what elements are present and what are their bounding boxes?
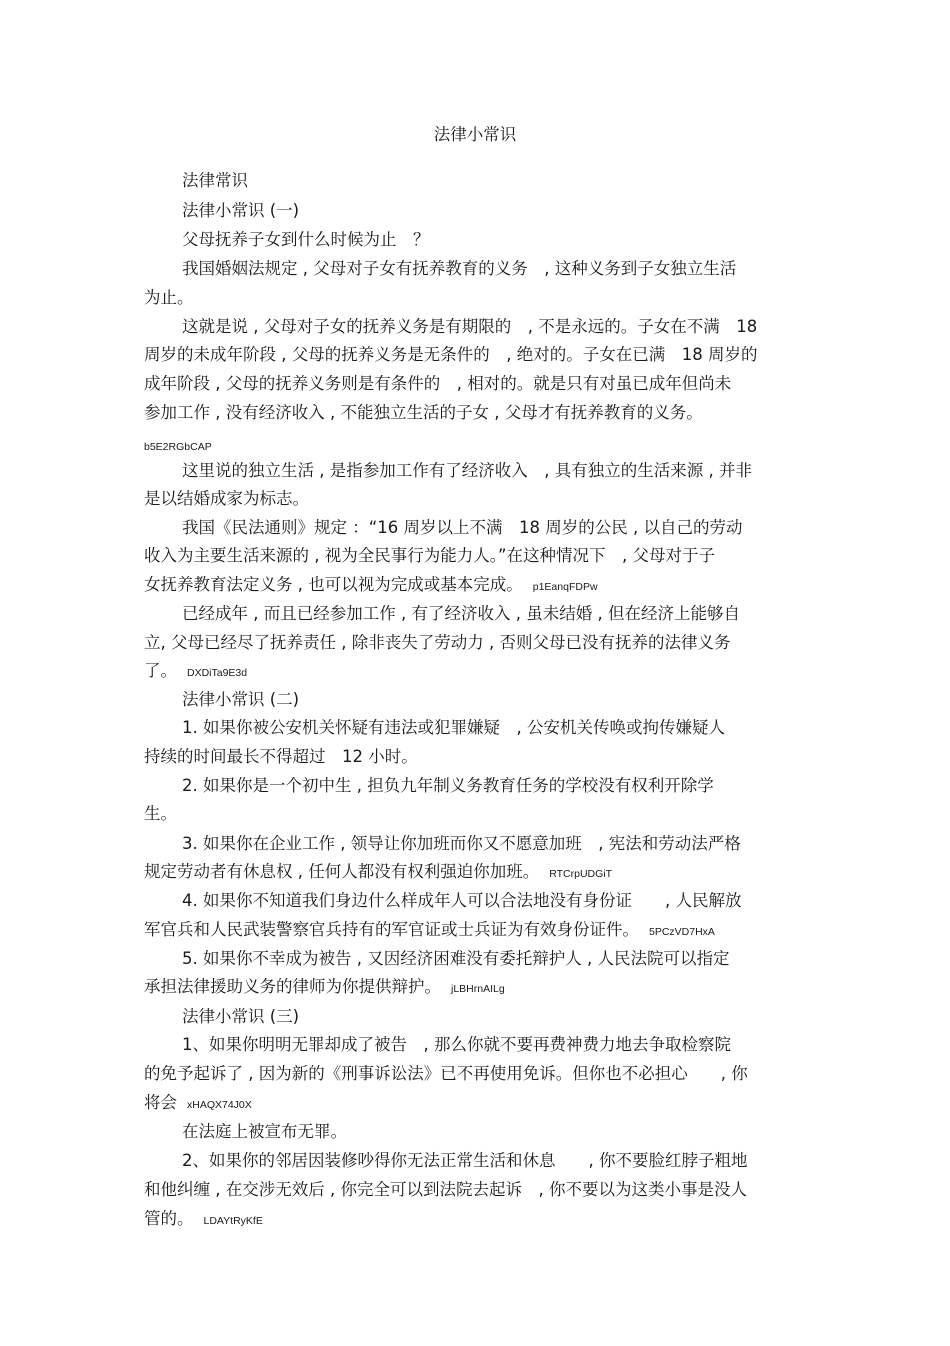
list-item-cont	[144, 972, 814, 1001]
watermark-code: jLBHrnAILg	[451, 983, 505, 995]
line-text: 女抚养教育法定义务 , 也可以视为完成或基本完成。	[144, 575, 523, 594]
list-item-cont: 持续的时间最长不得超过 12 小时。	[144, 747, 418, 766]
section-heading: 法律常识	[182, 171, 248, 190]
watermark-code: DXDiTa9E3d	[187, 667, 248, 679]
subsection-heading: 法律小常识 (三)	[182, 1007, 300, 1026]
paragraph-line: 我国《民法通则》规定 ：“16 周岁以上不满 18 周岁的公民 , 以自己的劳动	[182, 518, 743, 537]
line-text: 将会	[144, 1093, 177, 1112]
paragraph-line: 我国婚姻法规定 , 父母对子女有抚养教育的义务 , 这种义务到子女独立生活	[182, 259, 737, 278]
paragraph-line: 已经成年 , 而且已经参加工作 , 有了经济收入 , 虽未结婚 , 但在经济上能够自	[182, 604, 740, 623]
list-item-cont	[144, 1204, 814, 1233]
watermark-code: 5PCzVD7HxA	[649, 926, 715, 938]
watermark-code: RTCrpUDGiT	[549, 868, 613, 880]
watermark-code: p1EanqFDPw	[532, 581, 598, 593]
subsection-heading: 法律小常识 (二)	[182, 690, 300, 709]
paragraph-line: 立, 父母已经尽了抚养责任 , 除非丧失了劳动力 , 否则父母已没有抚养的法律义务	[144, 633, 731, 652]
line-text: 军官兵和人民武装警察官兵持有的军官证或士兵证为有效身份证件。	[144, 920, 639, 939]
list-item: 4. 如果你不知道我们身边什么样成年人可以合法地没有身份证 , 人民解放	[182, 891, 742, 910]
watermark-code: LDAYtRyKfE	[203, 1215, 263, 1227]
list-item: 3. 如果你在企业工作 , 领导让你加班而你又不愿意加班 , 宪法和劳动法严格	[182, 834, 741, 853]
list-item-cont: 在法庭上被宣布无罪。	[182, 1122, 347, 1141]
watermark-code: xHAQX74J0X	[187, 1099, 252, 1111]
paragraph-line: 这里说的独立生活 , 是指参加工作有了经济收入 , 具有独立的生活来源 , 并非	[182, 461, 752, 480]
paragraph-line: 这就是说 , 父母对子女的抚养义务是有期限的 , 不是永远的。子女在不满 18	[182, 317, 758, 336]
paragraph-line: 成年阶段 , 父母的抚养义务则是有条件的 , 相对的。就是只有对虽已成年但尚未	[144, 374, 732, 393]
watermark-code: b5E2RGbCAP	[144, 441, 212, 453]
line-text: 规定劳动者有休息权 , 任何人都没有权利强迫你加班。	[144, 862, 540, 881]
list-item-cont: 的免予起诉了 , 因为新的《刑事诉讼法》已不再使用免诉。但你也不必担心 , 你	[144, 1064, 748, 1083]
list-item-cont: 生。	[144, 804, 177, 823]
list-item: 2. 如果你是一个初中生 , 担负九年制义务教育任务的学校没有权利开除学	[182, 776, 714, 795]
list-item: 1. 如果你被公安机关怀疑有违法或犯罪嫌疑 , 公安机关传唤或拘传嫌疑人	[182, 718, 725, 737]
line-text: 管的。	[144, 1209, 194, 1228]
line-text: 承担法律援助义务的律师为你提供辩护。	[144, 977, 441, 996]
paragraph-line	[144, 430, 814, 459]
page-title: 法律小常识	[433, 125, 517, 144]
paragraph-line: 是以结婚成家为标志。	[144, 489, 309, 508]
subsection-heading: 法律小常识 (一)	[182, 201, 300, 220]
paragraph-line: 收入为主要生活来源的 , 视为全民事行为能力人。”在这种情况下 , 父母对于子	[144, 546, 716, 565]
list-item-cont	[144, 857, 814, 886]
list-item-cont: 和他纠缠 , 在交涉无效后 , 你完全可以到法院去起诉 , 你不要以为这类小事是没人	[144, 1180, 747, 1199]
list-item-cont	[144, 1088, 814, 1117]
list-item: 1、如果你明明无罪却成了被告 , 那么你就不要再费神费力地去争取检察院	[182, 1035, 731, 1054]
line-text: 了。	[144, 661, 177, 680]
paragraph-line: 周岁的未成年阶段 , 父母的抚养义务是无条件的 , 绝对的。子女在已满 18 周岁的	[144, 345, 758, 364]
paragraph-line: 参加工作 , 没有经济收入 , 不能独立生活的子女 , 父母才有抚养教育的义务。	[144, 403, 703, 422]
list-item: 5. 如果你不幸成为被告 , 又因经济困难没有委托辩护人 , 人民法院可以指定	[182, 949, 730, 968]
list-item-cont	[144, 915, 814, 944]
question-heading: 父母抚养子女到什么时候为止 ？	[182, 230, 430, 249]
paragraph-line: 为止。	[144, 288, 194, 307]
paragraph-line	[144, 656, 814, 685]
list-item: 2、如果你的邻居因装修吵得你无法正常生活和休息 , 你不要脸红脖子粗地	[182, 1151, 748, 1170]
paragraph-line	[144, 570, 814, 599]
